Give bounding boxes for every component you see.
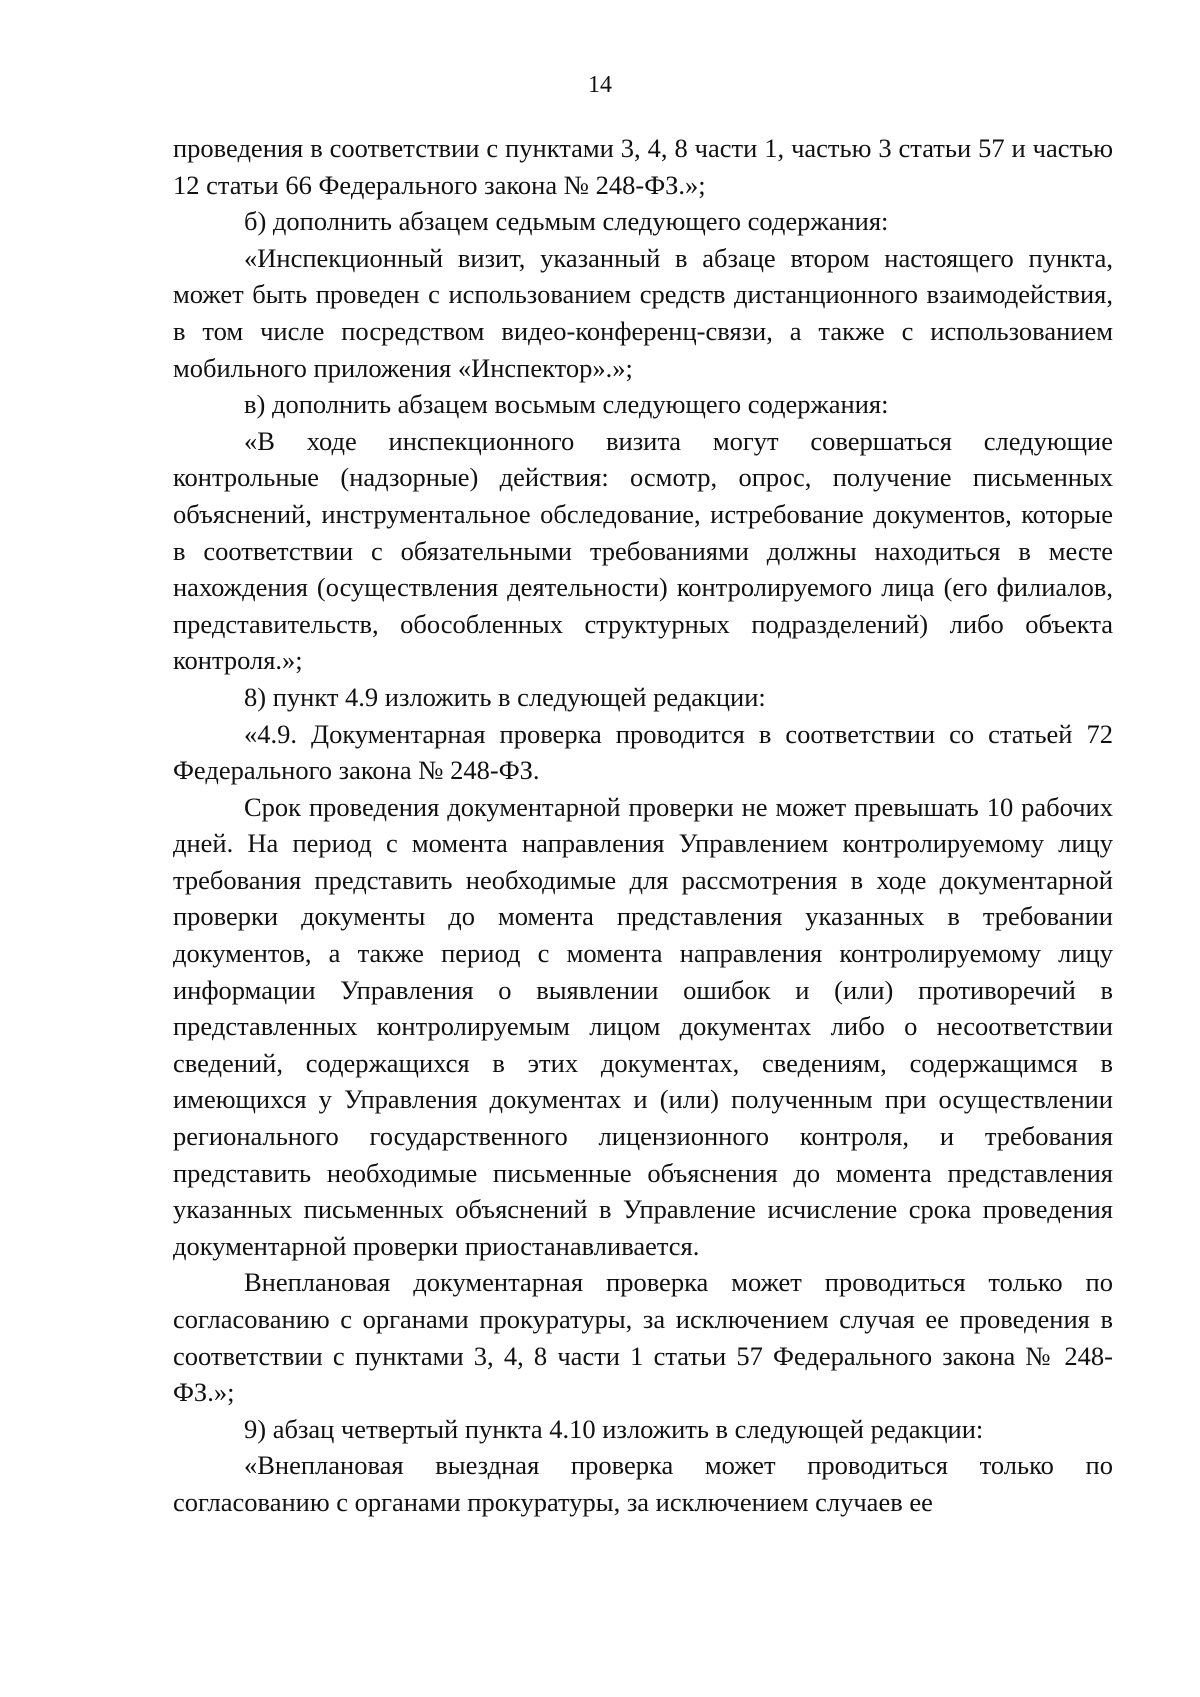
paragraph-continuation: проведения в соответствии с пунктами 3, 4, 8 части 1, частью 3 статьи 57 и частью 12 статьи 66 Федерального закона № 248-ФЗ.»;	[173, 133, 1113, 200]
paragraph-item-8: 8) пункт 4.9 изложить в следующей редакции:	[244, 681, 766, 712]
page-number: 14	[588, 72, 612, 98]
paragraph-subitem-b: б) дополнить абзацем седьмым следующего содержания:	[244, 206, 889, 237]
paragraph-inspection-term: Срок проведения документарной проверки не может превышать 10 рабочих дней. На период с момента направления Управлением контролируемому лицу требования представить необходимые для рассмотрения в ходе документарной проверки документы до момента представления указанных в требовании документов, а также период с момента направления контролируемому лицу информации Управления о выявлении ошибок и (или) противоречий в представленных контролируемым лицом документах либо о несоответствии сведений, содержащихся в этих документах, сведениям, содержащимся в имеющихся у Управления документах и (или) полученным при осуществлении регионального государственного лицензионного контроля, и требования представить необходимые письменные объяснения до момента представления указанных письменных объяснений в Управление исчисление срока проведения документарной проверки приостанавливается.	[173, 791, 1113, 1261]
document-body	[173, 130, 1113, 1521]
paragraph-unscheduled-documentary: Внеплановая документарная проверка может проводиться только по согласованию с органами прокуратуры, за исключением случая ее проведения в соответствии с пунктами 3, 4, 8 части 1 статьи 57 Федерального закона № 248-ФЗ.»;	[173, 1267, 1113, 1408]
paragraph-quote-4-9: «4.9. Документарная проверка проводится в соответствии со статьей 72 Федерального закона № 248-ФЗ.	[173, 718, 1113, 786]
paragraph-quote-inspection-visit: «Инспекционный визит, указанный в абзаце втором настоящего пункта, может быть проведен с использованием средств дистанционного взаимодействия, в том числе посредством видео-конференц-связи, а также с использованием мобильного приложения «Инспектор».»;	[173, 242, 1113, 383]
paragraph-subitem-v: в) дополнить абзацем восьмым следующего содержания:	[244, 389, 889, 420]
paragraph-quote-inspection-actions: «В ходе инспекционного визита могут совершаться следующие контрольные (надзорные) действия: осмотр, опрос, получение письменных объяснений, инструментальное обследование, истребование документов, которые в соответствии с обязательными требованиями должны находиться в месте нахождения (осуществления деятельности) контролируемого лица (его филиалов, представительств, обособленных структурных подразделений) либо объекта контроля.»;	[173, 425, 1113, 676]
paragraph-quote-unscheduled-onsite: «Внеплановая выездная проверка может проводиться только по согласованию с органами прокуратуры, за исключением случаев ее	[173, 1450, 1113, 1517]
paragraph-item-9: 9) абзац четвертый пункта 4.10 изложить в следующей редакции:	[244, 1413, 984, 1444]
